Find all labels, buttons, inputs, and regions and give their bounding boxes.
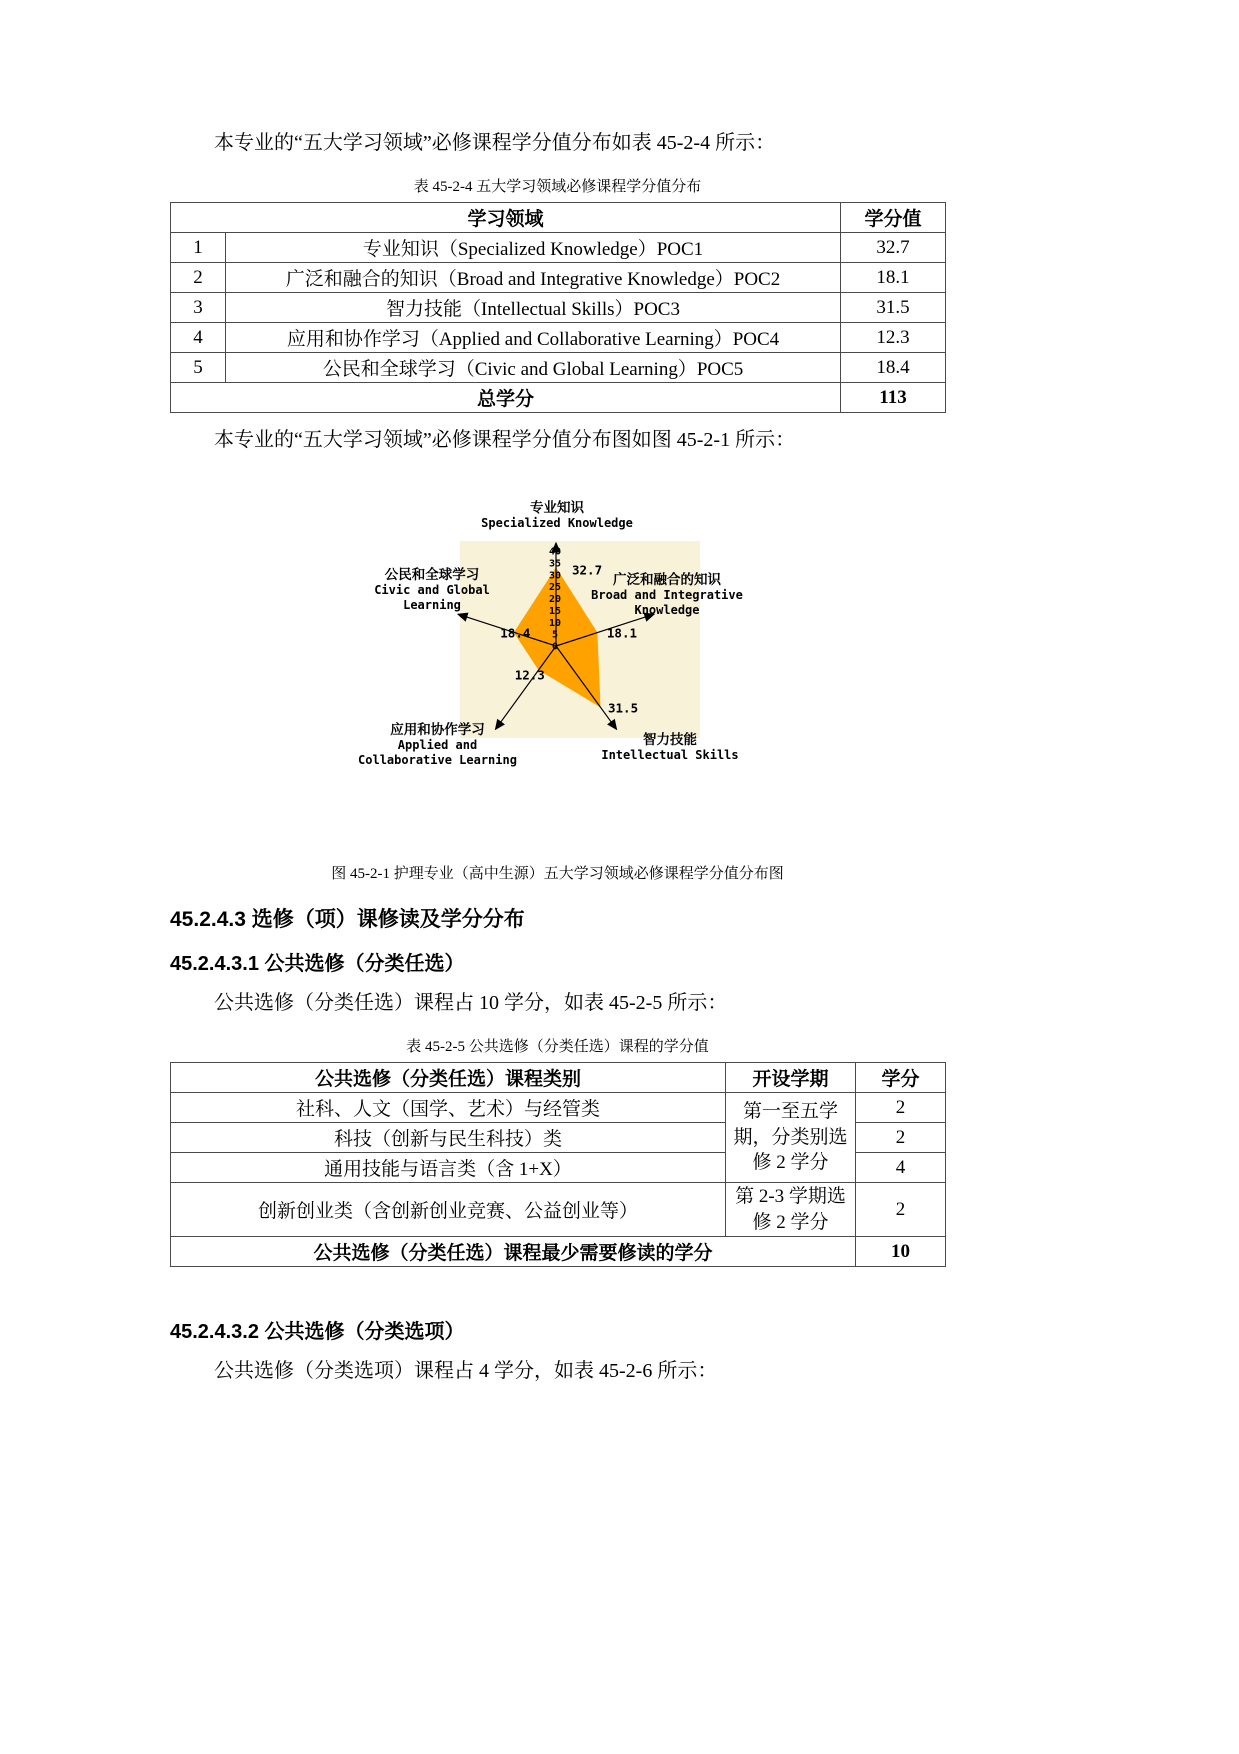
intro-paragraph-2: 本专业的“五大学习领域”必修课程学分值分布图如图 45-2-1 所示： (214, 429, 796, 451)
svg-text:35: 35 (548, 558, 562, 570)
cell-credit: 12.3 (841, 323, 946, 353)
cell-no: 4 (171, 323, 226, 353)
chart-label-specialized-knowledge (472, 500, 642, 531)
table-header-row (171, 203, 946, 233)
chart-label-en: Applied and Collaborative Learning (358, 738, 517, 767)
cell-no: 2 (171, 263, 226, 293)
svg-text:18.4: 18.4 (500, 625, 531, 641)
radar-chart-figure (350, 496, 770, 798)
table-row (171, 263, 946, 293)
svg-text:32.7: 32.7 (572, 562, 603, 578)
cell-category: 科技（创新与民生科技）类 (171, 1123, 726, 1153)
svg-text:5: 5 (551, 629, 559, 641)
chart-label-zh: 专业知识 (530, 500, 584, 515)
svg-text:0: 0 (551, 641, 559, 653)
cell-domain: 智力技能（Intellectual Skills）POC3 (226, 293, 841, 323)
cell-no: 5 (171, 353, 226, 383)
figure-caption: 图 45-2-1 护理专业（高中生源）五大学习领域必修课程学分值分布图 (331, 866, 784, 882)
chart-label-broad-integrative-knowledge (587, 572, 747, 618)
chart-label-en: Broad and Integrative Knowledge (591, 588, 743, 617)
cell-domain: 公民和全球学习（Civic and Global Learning）POC5 (226, 353, 841, 383)
min-credits-value-cell: 10 (856, 1237, 946, 1267)
svg-text:18.1: 18.1 (606, 625, 638, 641)
chart-label-civic-global-learning (368, 567, 496, 613)
section-heading-45-2-4-3-2: 45.2.4.3.2 公共选修（分类选项） (170, 1321, 465, 1344)
cell-credit: 4 (856, 1153, 946, 1183)
cell-credit: 18.1 (841, 263, 946, 293)
chart-label-en: Intellectual Skills (601, 748, 739, 762)
header-cell-category: 公共选修（分类任选）课程类别 (171, 1063, 726, 1093)
table1-caption: 表 45-2-4 五大学习领域必修课程学分值分布 (413, 179, 702, 195)
table2-intro-paragraph: 公共选修（分类任选）课程占 10 学分，如表 45-2-5 所示： (214, 992, 728, 1014)
header-cell-credit: 学分值 (841, 203, 946, 233)
chart-label-en: Civic and Global Learning (374, 583, 490, 612)
credits-table (170, 202, 946, 413)
cell-category: 社科、人文（国学、艺术）与经管类 (171, 1093, 726, 1123)
table-total-row (171, 383, 946, 413)
chart-label-en: Specialized Knowledge (481, 516, 633, 530)
header-cell-semester: 开设学期 (726, 1063, 856, 1093)
cell-credit: 31.5 (841, 293, 946, 323)
svg-text:10: 10 (548, 617, 562, 629)
header-cell-credit: 学分 (856, 1063, 946, 1093)
table-row (171, 353, 946, 383)
chart-label-zh: 智力技能 (643, 732, 697, 747)
closing-paragraph: 公共选修（分类选项）课程占 4 学分，如表 45-2-6 所示： (214, 1360, 718, 1383)
chart-label-intellectual-skills (590, 732, 750, 763)
intro-paragraph-1: 本专业的“五大学习领域”必修课程学分值分布如表 45-2-4 所示： (214, 132, 776, 154)
cell-domain: 应用和协作学习（Applied and Collaborative Learning）POC4 (226, 323, 841, 353)
total-label-cell: 总学分 (171, 383, 841, 413)
electives-table (170, 1062, 946, 1267)
svg-text:31.5: 31.5 (608, 700, 639, 716)
table-header-row (171, 1063, 946, 1093)
chart-label-applied-collaborative-learning (350, 722, 525, 768)
svg-text:30: 30 (548, 570, 562, 582)
table-row (171, 1183, 946, 1237)
table-row (171, 1093, 946, 1123)
cell-domain: 广泛和融合的知识（Broad and Integrative Knowledge）POC2 (226, 263, 841, 293)
svg-text:12.3: 12.3 (514, 667, 545, 683)
cell-category: 创新创业类（含创新创业竞赛、公益创业等） (171, 1183, 726, 1237)
cell-credit: 2 (856, 1093, 946, 1123)
header-cell-domain: 学习领域 (171, 203, 841, 233)
cell-credit: 18.4 (841, 353, 946, 383)
cell-credit: 2 (856, 1183, 946, 1237)
chart-label-zh: 应用和协作学习 (390, 722, 485, 737)
table-row (171, 323, 946, 353)
svg-text:25: 25 (548, 582, 562, 594)
svg-text:15: 15 (548, 605, 562, 617)
table-row (171, 233, 946, 263)
cell-domain: 专业知识（Specialized Knowledge）POC1 (226, 233, 841, 263)
total-value-cell: 113 (841, 383, 946, 413)
section-heading-45-2-4-3: 45.2.4.3 选修（项）课修读及学分分布 (170, 908, 525, 931)
table2-caption: 表 45-2-5 公共选修（分类任选）课程的学分值 (406, 1039, 709, 1055)
cell-credit: 32.7 (841, 233, 946, 263)
cell-semester-group2: 第 2-3 学期选修 2 学分 (726, 1183, 856, 1237)
cell-no: 3 (171, 293, 226, 323)
cell-semester-group1: 第一至五学期，分类别选修 2 学分 (726, 1093, 856, 1183)
cell-category: 通用技能与语言类（含 1+X） (171, 1153, 726, 1183)
cell-no: 1 (171, 233, 226, 263)
table-row (171, 293, 946, 323)
table-total-row (171, 1237, 946, 1267)
svg-text:20: 20 (548, 594, 562, 605)
cell-credit: 2 (856, 1123, 946, 1153)
chart-label-zh: 公民和全球学习 (384, 567, 480, 582)
chart-label-zh: 广泛和融合的知识 (613, 572, 721, 587)
svg-text:40: 40 (548, 546, 562, 558)
section-heading-45-2-4-3-1: 45.2.4.3.1 公共选修（分类任选） (170, 953, 465, 975)
min-credits-label-cell: 公共选修（分类任选）课程最少需要修读的学分 (171, 1237, 856, 1267)
